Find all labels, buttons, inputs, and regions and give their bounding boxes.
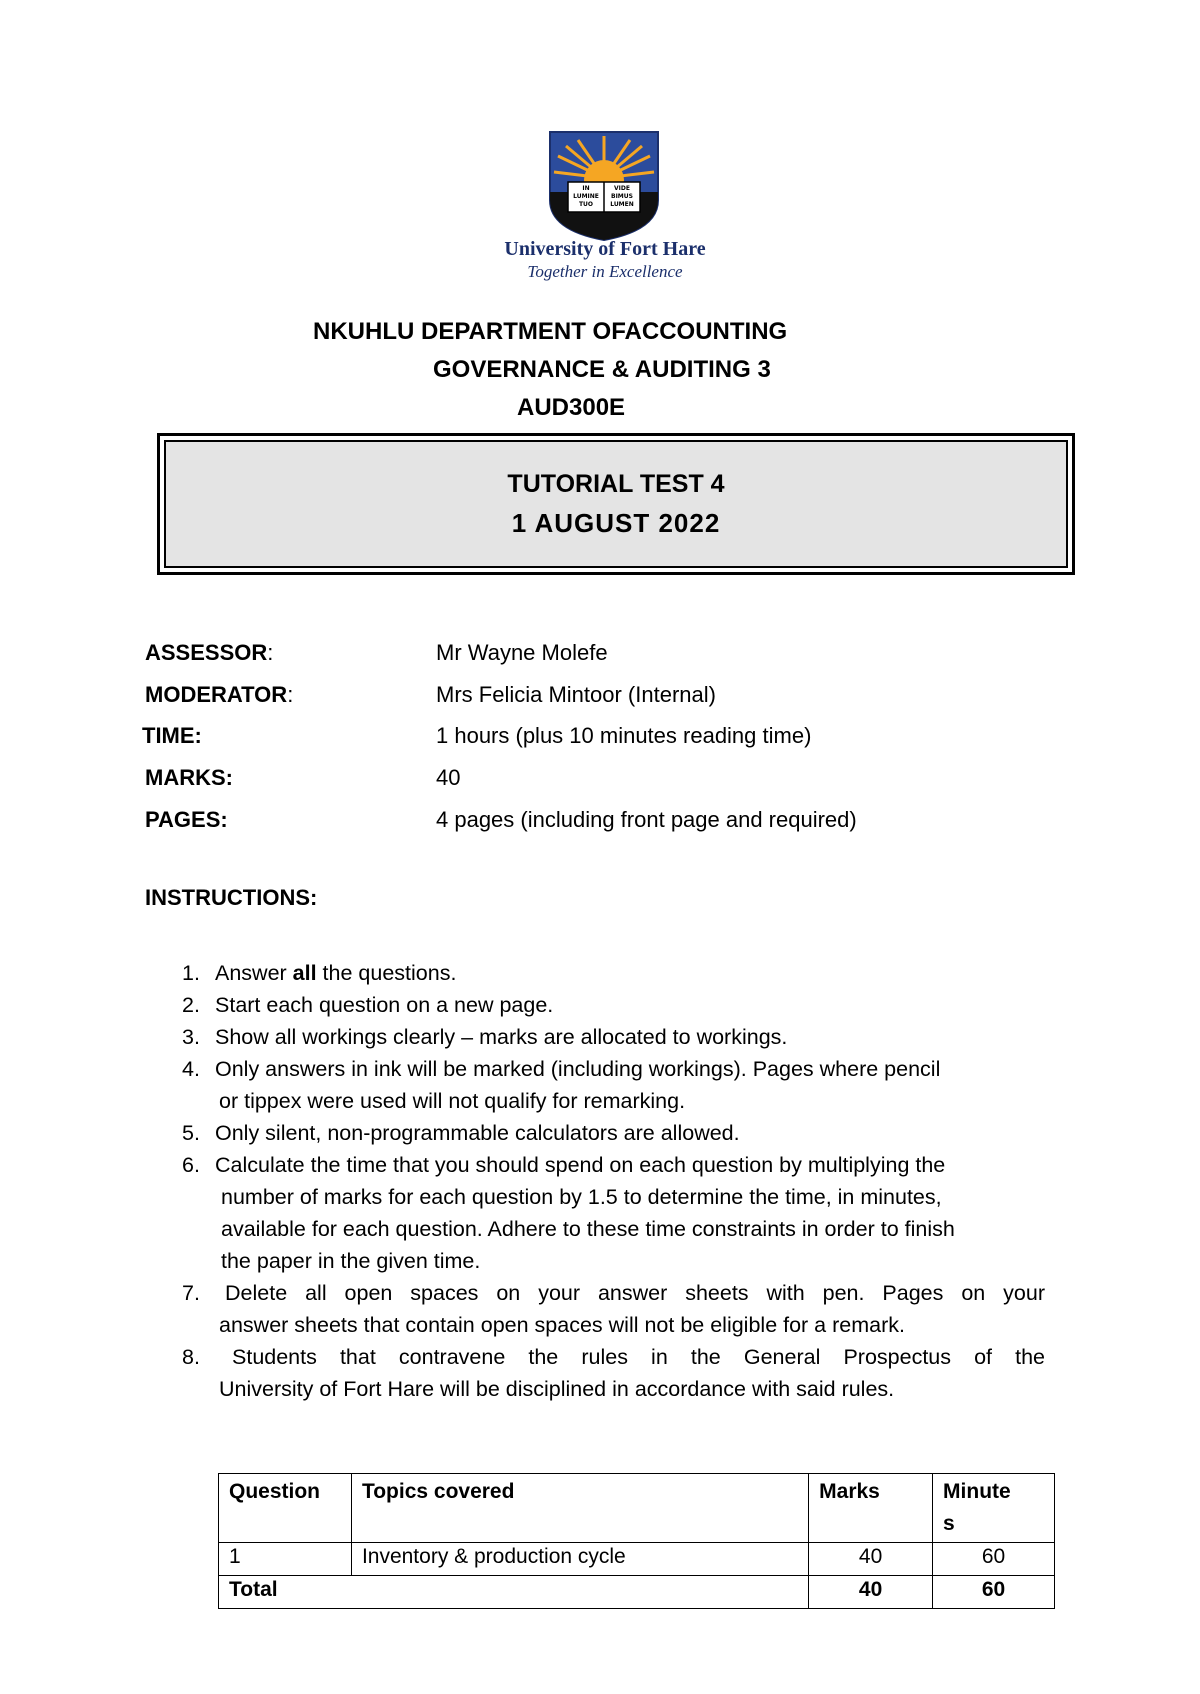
instruction-number: 5. — [182, 1121, 200, 1145]
instruction-number: 8. — [182, 1345, 200, 1369]
instruction-text: Show all workings clearly – marks are allocated to workings. — [215, 1025, 788, 1049]
crest-text: LUMINE — [573, 193, 599, 200]
cell-question: 1 — [219, 1543, 352, 1576]
assessor-label: ASSESSOR: — [145, 640, 274, 665]
university-name: University of Fort Hare — [504, 238, 706, 260]
header-minutes: Minute s — [933, 1474, 1055, 1543]
marks-row — [0, 765, 1200, 795]
pages-row — [0, 807, 1200, 837]
crest-text: IN — [582, 185, 590, 192]
instruction-text: Only answers in ink will be marked (including workings). Pages where pencil — [215, 1057, 941, 1081]
instruction-number: 1. — [182, 961, 200, 985]
crest-text: VIDE — [614, 185, 630, 192]
test-date: 1 AUGUST 2022 — [511, 508, 721, 538]
table-total-row — [219, 1576, 1055, 1609]
instruction-continuation: the paper in the given time. — [221, 1249, 481, 1273]
title-box — [157, 433, 1075, 575]
instruction-text: Students that contravene the rules in the General Prospectus of the — [232, 1345, 1045, 1369]
marks-value: 40 — [436, 765, 461, 790]
instruction-text: Answer all the questions. — [215, 961, 457, 985]
instruction-continuation: or tippex were used will not qualify for remarking. — [219, 1089, 686, 1113]
table-header-row — [219, 1474, 1055, 1543]
time-label: TIME: — [142, 723, 202, 748]
crest-text: TUO — [578, 201, 594, 208]
instruction-continuation: available for each question. Adhere to these time constraints in order to finish — [221, 1217, 955, 1241]
total-minutes: 60 — [933, 1576, 1055, 1609]
time-row — [0, 723, 1200, 753]
crest-text: LUMEN — [610, 201, 634, 208]
assessor-row — [0, 640, 1200, 670]
instructions-title: INSTRUCTIONS: — [145, 885, 318, 910]
total-marks: 40 — [809, 1576, 933, 1609]
instruction-number: 3. — [182, 1025, 200, 1049]
department-heading: NKUHLU DEPARTMENT OFACCOUNTING — [313, 318, 788, 345]
cell-minutes: 60 — [933, 1543, 1055, 1576]
header-question: Question — [219, 1474, 352, 1543]
instruction-text: Calculate the time that you should spend on each question by multiplying the — [215, 1153, 946, 1177]
course-heading: GOVERNANCE & AUDITING 3 — [433, 356, 771, 383]
instruction-text: Delete all open spaces on your answer sheets with pen. Pages on your — [225, 1281, 1045, 1305]
cell-marks: 40 — [809, 1543, 933, 1576]
moderator-row — [0, 682, 1200, 712]
instruction-text: Only silent, non-programmable calculators are allowed. — [215, 1121, 740, 1145]
pages-value: 4 pages (including front page and required) — [436, 807, 857, 832]
test-title: TUTORIAL TEST 4 — [507, 470, 725, 498]
pages-label: PAGES: — [145, 807, 228, 832]
moderator-value: Mrs Felicia Mintoor (Internal) — [436, 682, 716, 707]
header-marks: Marks — [809, 1474, 933, 1543]
instruction-number: 4. — [182, 1057, 200, 1081]
marks-summary-table — [218, 1473, 1055, 1609]
time-value: 1 hours (plus 10 minutes reading time) — [436, 723, 812, 748]
crest-text: BIMUS — [611, 193, 633, 200]
moderator-label: MODERATOR: — [145, 682, 294, 707]
university-crest-logo — [548, 130, 660, 242]
instruction-continuation: answer sheets that contain open spaces will not be eligible for a remark. — [219, 1313, 905, 1337]
instruction-continuation: University of Fort Hare will be disciplined in accordance with said rules. — [219, 1377, 895, 1401]
assessor-value: Mr Wayne Molefe — [436, 640, 608, 665]
instruction-number: 6. — [182, 1153, 200, 1177]
instruction-number: 2. — [182, 993, 200, 1017]
header-topics: Topics covered — [351, 1474, 808, 1543]
instruction-text: Start each question on a new page. — [215, 993, 554, 1017]
marks-label: MARKS: — [145, 765, 233, 790]
table-row — [219, 1543, 1055, 1576]
total-label: Total — [219, 1576, 809, 1609]
cell-topic: Inventory & production cycle — [351, 1543, 808, 1576]
instruction-number: 7. — [182, 1281, 200, 1305]
course-code: AUD300E — [517, 394, 626, 421]
instruction-continuation: number of marks for each question by 1.5 to determine the time, in minutes, — [221, 1185, 942, 1209]
university-motto: Together in Excellence — [527, 262, 683, 281]
